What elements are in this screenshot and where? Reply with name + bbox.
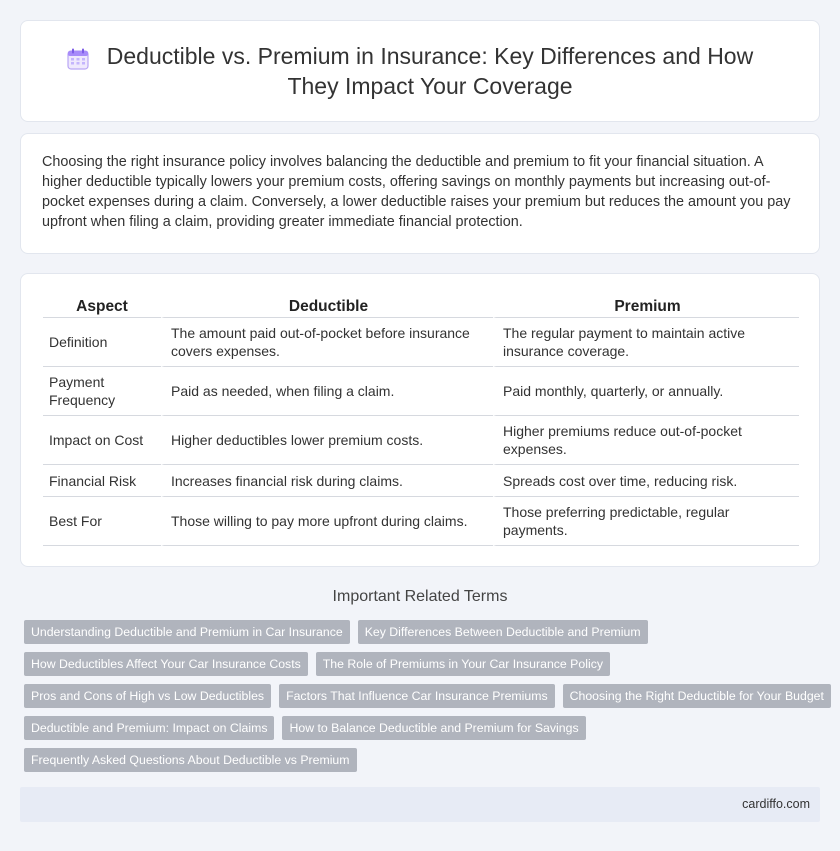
table-cell: Spreads cost over time, reducing risk.	[493, 465, 799, 497]
related-term-tag[interactable]: Choosing the Right Deductible for Your Budget	[563, 684, 831, 708]
page-title: Deductible vs. Premium in Insurance: Key Differences and How They Impact Your Coverage	[106, 43, 754, 99]
table-row	[43, 465, 799, 497]
table-cell: Higher deductibles lower premium costs.	[161, 416, 493, 465]
table-cell: Payment Frequency	[43, 367, 161, 416]
table-row	[43, 367, 799, 416]
table-row	[43, 497, 799, 546]
table-row	[43, 318, 799, 367]
intro-card	[20, 133, 820, 254]
table-cell: Impact on Cost	[43, 416, 161, 465]
table-cell: Increases financial risk during claims.	[161, 465, 493, 497]
related-term-tag[interactable]: Deductible and Premium: Impact on Claims	[24, 716, 274, 740]
table-cell: Financial Risk	[43, 465, 161, 497]
intro-paragraph: Choosing the right insurance policy involves balancing the deductible and premium to fit your financial situation. A higher deductible typically lowers your premium costs, offering savings on monthly payments but increasing out-of-pocket expenses during a claim. Conversely, a lower deductible raises your premium but reduces the amount you pay upfront when filing a claim, providing greater immediate financial protection.	[42, 154, 791, 230]
column-header-premium: Premium	[493, 292, 799, 318]
table-header-row	[43, 292, 799, 318]
table-cell: The regular payment to maintain active insurance coverage.	[493, 318, 799, 367]
footer-site-link[interactable]: cardiffo.com	[742, 797, 810, 811]
related-terms-heading: Important Related Terms	[332, 588, 508, 605]
related-term-tag[interactable]: Understanding Deductible and Premium in Car Insurance	[24, 620, 350, 644]
related-term-tag[interactable]: Key Differences Between Deductible and Premium	[358, 620, 648, 644]
table-cell: Paid as needed, when filing a claim.	[161, 367, 493, 416]
related-term-tag[interactable]: Pros and Cons of High vs Low Deductibles	[24, 684, 271, 708]
related-term-tag[interactable]: How Deductibles Affect Your Car Insurance Costs	[24, 652, 308, 676]
comparison-table-card	[20, 273, 820, 567]
related-term-tag[interactable]: Frequently Asked Questions About Deductible vs Premium	[24, 748, 357, 772]
related-terms-list	[24, 620, 824, 780]
related-term-tag[interactable]: How to Balance Deductible and Premium for Savings	[282, 716, 585, 740]
table-cell: The amount paid out-of-pocket before insurance covers expenses.	[161, 318, 493, 367]
related-term-tag[interactable]: The Role of Premiums in Your Car Insurance Policy	[316, 652, 610, 676]
table-cell: Paid monthly, quarterly, or annually.	[493, 367, 799, 416]
footer	[20, 787, 820, 822]
comparison-table	[43, 292, 799, 546]
table-cell: Those preferring predictable, regular payments.	[493, 497, 799, 546]
column-header-aspect: Aspect	[43, 292, 161, 318]
column-header-deductible: Deductible	[161, 292, 493, 318]
table-cell: Definition	[43, 318, 161, 367]
title-card	[20, 20, 820, 122]
table-cell: Higher premiums reduce out-of-pocket expenses.	[493, 416, 799, 465]
table-cell: Those willing to pay more upfront during claims.	[161, 497, 493, 546]
table-row	[43, 416, 799, 465]
table-cell: Best For	[43, 497, 161, 546]
related-term-tag[interactable]: Factors That Influence Car Insurance Premiums	[279, 684, 555, 708]
